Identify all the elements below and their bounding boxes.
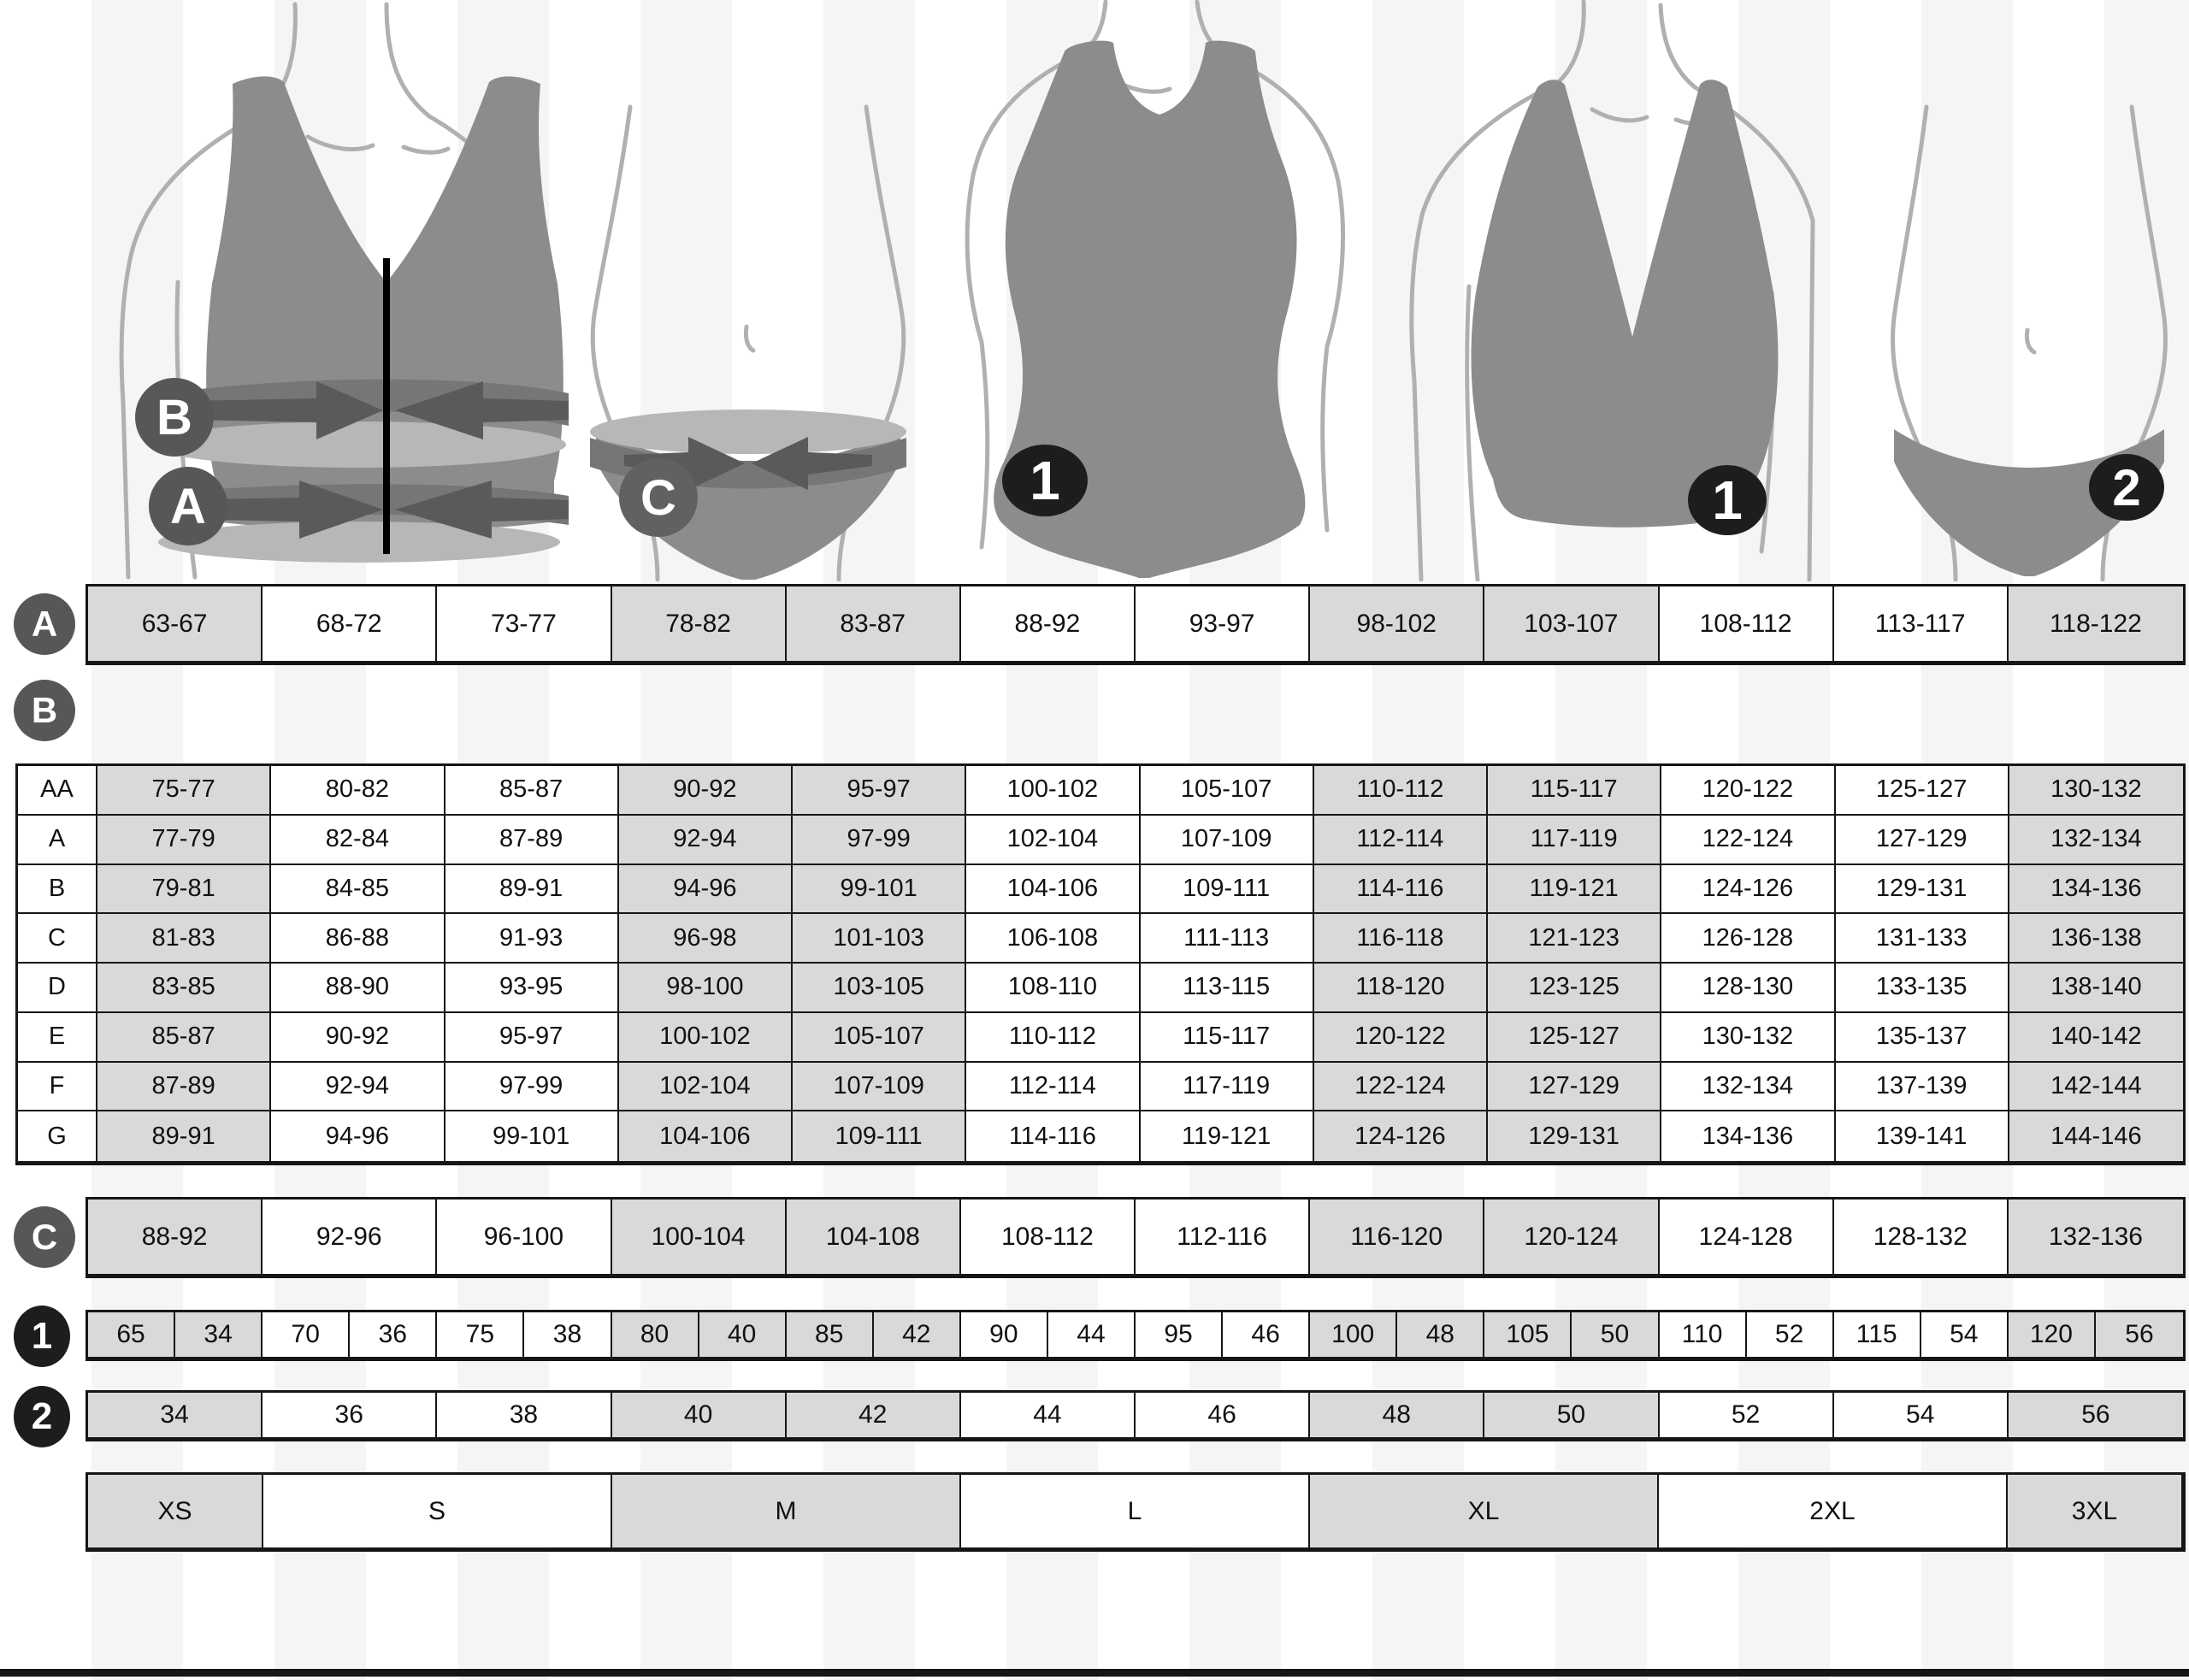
cell: 75-77 xyxy=(97,766,271,816)
cell: 113-117 xyxy=(1834,587,2009,661)
cell: 54 xyxy=(1921,1312,2009,1357)
cell: 120 xyxy=(2009,1312,2096,1357)
cell: 54 xyxy=(1834,1393,2009,1437)
cell: 116-118 xyxy=(1314,914,1488,964)
badge-2-briefs-label: 2 xyxy=(2112,459,2141,516)
cell: 93-95 xyxy=(445,964,619,1013)
cell: 85-87 xyxy=(97,1013,271,1063)
cell: 34 xyxy=(88,1393,263,1437)
cell: 84-85 xyxy=(271,865,445,915)
cell: 99-101 xyxy=(445,1111,619,1161)
cell: 132-136 xyxy=(2009,1200,2183,1274)
cell: 139-141 xyxy=(1836,1111,2009,1161)
badge-a-label: A xyxy=(170,479,206,534)
cell: 87-89 xyxy=(97,1063,271,1112)
cell: 101-103 xyxy=(793,914,966,964)
cell: C xyxy=(18,914,97,964)
cell: AA xyxy=(18,766,97,816)
cell: 75 xyxy=(437,1312,524,1357)
cell: 129-131 xyxy=(1836,865,2009,915)
row-1-table xyxy=(86,1310,2186,1361)
row-2-badge: 2 xyxy=(14,1386,70,1447)
badge-1-bra xyxy=(1688,465,1767,535)
cell: 78-82 xyxy=(612,587,787,661)
badge-c xyxy=(619,458,698,537)
cell: 115-117 xyxy=(1488,766,1661,816)
cell: L xyxy=(961,1475,1310,1547)
cell: 73-77 xyxy=(437,587,611,661)
cell: 107-109 xyxy=(793,1063,966,1112)
cell: 108-112 xyxy=(961,1200,1136,1274)
cell: 117-119 xyxy=(1488,816,1661,865)
cell: 96-98 xyxy=(619,914,793,964)
figures-illustration xyxy=(0,0,2189,581)
cell: 126-128 xyxy=(1661,914,1835,964)
cell: 50 xyxy=(1572,1312,1659,1357)
cell: 36 xyxy=(350,1312,437,1357)
cell: 131-133 xyxy=(1836,914,2009,964)
cell: 135-137 xyxy=(1836,1013,2009,1063)
cell: 90-92 xyxy=(271,1013,445,1063)
cell: 40 xyxy=(699,1312,787,1357)
cell: 118-120 xyxy=(1314,964,1488,1013)
cell: 56 xyxy=(2096,1312,2183,1357)
cell: 122-124 xyxy=(1314,1063,1488,1112)
cell: 93-97 xyxy=(1136,587,1310,661)
cell: 110-112 xyxy=(966,1013,1140,1063)
cell: 88-90 xyxy=(271,964,445,1013)
bottom-rule xyxy=(0,1669,2189,1677)
cell: 92-96 xyxy=(263,1200,437,1274)
cell: A xyxy=(18,816,97,865)
cell: 112-116 xyxy=(1136,1200,1310,1274)
cell: 77-79 xyxy=(97,816,271,865)
row-2-table xyxy=(86,1390,2186,1441)
cell: 142-144 xyxy=(2009,1063,2183,1112)
cell: 103-107 xyxy=(1484,587,1659,661)
cell: 112-114 xyxy=(966,1063,1140,1112)
badge-1-swimsuit-label: 1 xyxy=(1030,450,1060,511)
cell: 132-134 xyxy=(2009,816,2183,865)
row-a-badge: A xyxy=(14,593,75,655)
cell: 48 xyxy=(1310,1393,1484,1437)
cell: 130-132 xyxy=(2009,766,2183,816)
cell: 87-89 xyxy=(445,816,619,865)
cell: 104-106 xyxy=(619,1111,793,1161)
cell: 40 xyxy=(612,1393,787,1437)
cell: 113-115 xyxy=(1141,964,1314,1013)
cell: 46 xyxy=(1223,1312,1310,1357)
cell: 36 xyxy=(263,1393,437,1437)
cell: 134-136 xyxy=(1661,1111,1835,1161)
cell: 122-124 xyxy=(1661,816,1835,865)
cell: 34 xyxy=(175,1312,263,1357)
cell: 89-91 xyxy=(97,1111,271,1161)
cell: 92-94 xyxy=(619,816,793,865)
cell: 117-119 xyxy=(1141,1063,1314,1112)
cell: 100-104 xyxy=(612,1200,787,1274)
cell: 97-99 xyxy=(793,816,966,865)
cell: 82-84 xyxy=(271,816,445,865)
cell: 124-128 xyxy=(1660,1200,1834,1274)
cell: 3XL xyxy=(2008,1475,2183,1547)
cell: G xyxy=(18,1111,97,1161)
cell: 124-126 xyxy=(1314,1111,1488,1161)
cell: 111-113 xyxy=(1141,914,1314,964)
cell: B xyxy=(18,865,97,915)
cell: 115-117 xyxy=(1141,1013,1314,1063)
badge-1-bra-label: 1 xyxy=(1712,469,1743,531)
cell: 98-102 xyxy=(1310,587,1484,661)
cell: 127-129 xyxy=(1836,816,2009,865)
cell: 97-99 xyxy=(445,1063,619,1112)
cell: 68-72 xyxy=(263,587,437,661)
cell: 86-88 xyxy=(271,914,445,964)
cell: 133-135 xyxy=(1836,964,2009,1013)
badge-a xyxy=(149,467,227,545)
cell: S xyxy=(263,1475,612,1547)
badge-2-briefs xyxy=(2089,454,2164,521)
cell: 91-93 xyxy=(445,914,619,964)
cell: 136-138 xyxy=(2009,914,2183,964)
figure-bra xyxy=(1412,2,1813,580)
cell: 38 xyxy=(437,1393,611,1437)
cell: 132-134 xyxy=(1661,1063,1835,1112)
cell: 92-94 xyxy=(271,1063,445,1112)
cell: 116-120 xyxy=(1310,1200,1484,1274)
cell: 100-102 xyxy=(619,1013,793,1063)
cell: 137-139 xyxy=(1836,1063,2009,1112)
cell: 52 xyxy=(1660,1393,1834,1437)
row-1-badge: 1 xyxy=(14,1306,70,1367)
cell: 85-87 xyxy=(445,766,619,816)
cell: 50 xyxy=(1484,1393,1659,1437)
cell: 44 xyxy=(1048,1312,1136,1357)
cell: 109-111 xyxy=(1141,865,1314,915)
cell: 125-127 xyxy=(1836,766,2009,816)
size-labels-row xyxy=(86,1472,2186,1552)
cell: 65 xyxy=(88,1312,175,1357)
cell: 127-129 xyxy=(1488,1063,1661,1112)
cell: 105-107 xyxy=(793,1013,966,1063)
cell: 42 xyxy=(874,1312,961,1357)
cell: 144-146 xyxy=(2009,1111,2183,1161)
cell: 88-92 xyxy=(961,587,1136,661)
cell: 38 xyxy=(524,1312,611,1357)
cell: 100 xyxy=(1310,1312,1397,1357)
cell: 89-91 xyxy=(445,865,619,915)
cell: 94-96 xyxy=(271,1111,445,1161)
cell: 95 xyxy=(1136,1312,1223,1357)
cell: 130-132 xyxy=(1661,1013,1835,1063)
cell: 52 xyxy=(1747,1312,1834,1357)
badge-c-label: C xyxy=(640,470,676,526)
cell: 79-81 xyxy=(97,865,271,915)
cell: 112-114 xyxy=(1314,816,1488,865)
cell: 108-112 xyxy=(1660,587,1834,661)
row-c-table xyxy=(86,1197,2186,1278)
row-a-table xyxy=(86,584,2186,665)
cell: 107-109 xyxy=(1141,816,1314,865)
cell: 128-130 xyxy=(1661,964,1835,1013)
cell: 98-100 xyxy=(619,964,793,1013)
cell: 95-97 xyxy=(793,766,966,816)
cell: 114-116 xyxy=(1314,865,1488,915)
cell: 99-101 xyxy=(793,865,966,915)
cell: 42 xyxy=(787,1393,961,1437)
cell: 88-92 xyxy=(88,1200,263,1274)
cell: 85 xyxy=(787,1312,874,1357)
cell: 102-104 xyxy=(619,1063,793,1112)
cell: 104-106 xyxy=(966,865,1140,915)
cell: 115 xyxy=(1834,1312,1921,1357)
cell: 44 xyxy=(961,1393,1136,1437)
cell: XL xyxy=(1310,1475,1659,1547)
cell: 123-125 xyxy=(1488,964,1661,1013)
cell: 70 xyxy=(263,1312,350,1357)
cell: XS xyxy=(88,1475,263,1547)
cell: 134-136 xyxy=(2009,865,2183,915)
cell: 63-67 xyxy=(88,587,263,661)
cell: 110 xyxy=(1660,1312,1747,1357)
cell: 83-85 xyxy=(97,964,271,1013)
cell: 129-131 xyxy=(1488,1111,1661,1161)
cell: 138-140 xyxy=(2009,964,2183,1013)
cell: 121-123 xyxy=(1488,914,1661,964)
figure-briefs-measure xyxy=(590,107,906,580)
cell: 80-82 xyxy=(271,766,445,816)
cell: 96-100 xyxy=(437,1200,611,1274)
cell: 110-112 xyxy=(1314,766,1488,816)
cell: 119-121 xyxy=(1488,865,1661,915)
cell: M xyxy=(612,1475,961,1547)
cell: 80 xyxy=(612,1312,699,1357)
cell: 95-97 xyxy=(445,1013,619,1063)
cup-band-table xyxy=(15,763,2186,1165)
figure-briefs xyxy=(1893,107,2166,580)
cell: 2XL xyxy=(1659,1475,2008,1547)
cell: F xyxy=(18,1063,97,1112)
cell: 120-122 xyxy=(1314,1013,1488,1063)
badge-b xyxy=(135,378,214,457)
cell: 106-108 xyxy=(966,914,1140,964)
cell: 94-96 xyxy=(619,865,793,915)
cell: 118-122 xyxy=(2009,587,2183,661)
cell: 128-132 xyxy=(1834,1200,2009,1274)
cell: 114-116 xyxy=(966,1111,1140,1161)
cell: E xyxy=(18,1013,97,1063)
cell: 125-127 xyxy=(1488,1013,1661,1063)
badge-b-label: B xyxy=(156,390,192,445)
cell: 90-92 xyxy=(619,766,793,816)
figure-swimsuit xyxy=(967,2,1342,578)
row-c-badge: C xyxy=(14,1206,75,1268)
cell: 100-102 xyxy=(966,766,1140,816)
badge-1-swimsuit xyxy=(1002,445,1088,516)
cell: 90 xyxy=(961,1312,1048,1357)
cell: 56 xyxy=(2009,1393,2183,1437)
cell: 120-122 xyxy=(1661,766,1835,816)
cell: 105-107 xyxy=(1141,766,1314,816)
cell: 103-105 xyxy=(793,964,966,1013)
cell: 140-142 xyxy=(2009,1013,2183,1063)
cell: 46 xyxy=(1136,1393,1310,1437)
cell: 104-108 xyxy=(787,1200,961,1274)
cell: 109-111 xyxy=(793,1111,966,1161)
cell: 102-104 xyxy=(966,816,1140,865)
cell: 83-87 xyxy=(787,587,961,661)
cell: 124-126 xyxy=(1661,865,1835,915)
cell: 81-83 xyxy=(97,914,271,964)
cell: 108-110 xyxy=(966,964,1140,1013)
cell: 120-124 xyxy=(1484,1200,1659,1274)
cell: D xyxy=(18,964,97,1013)
figure-bra-measure xyxy=(121,4,569,577)
cell: 48 xyxy=(1397,1312,1484,1357)
cell: 105 xyxy=(1484,1312,1572,1357)
row-b-badge: B xyxy=(14,680,75,741)
cell: 119-121 xyxy=(1141,1111,1314,1161)
